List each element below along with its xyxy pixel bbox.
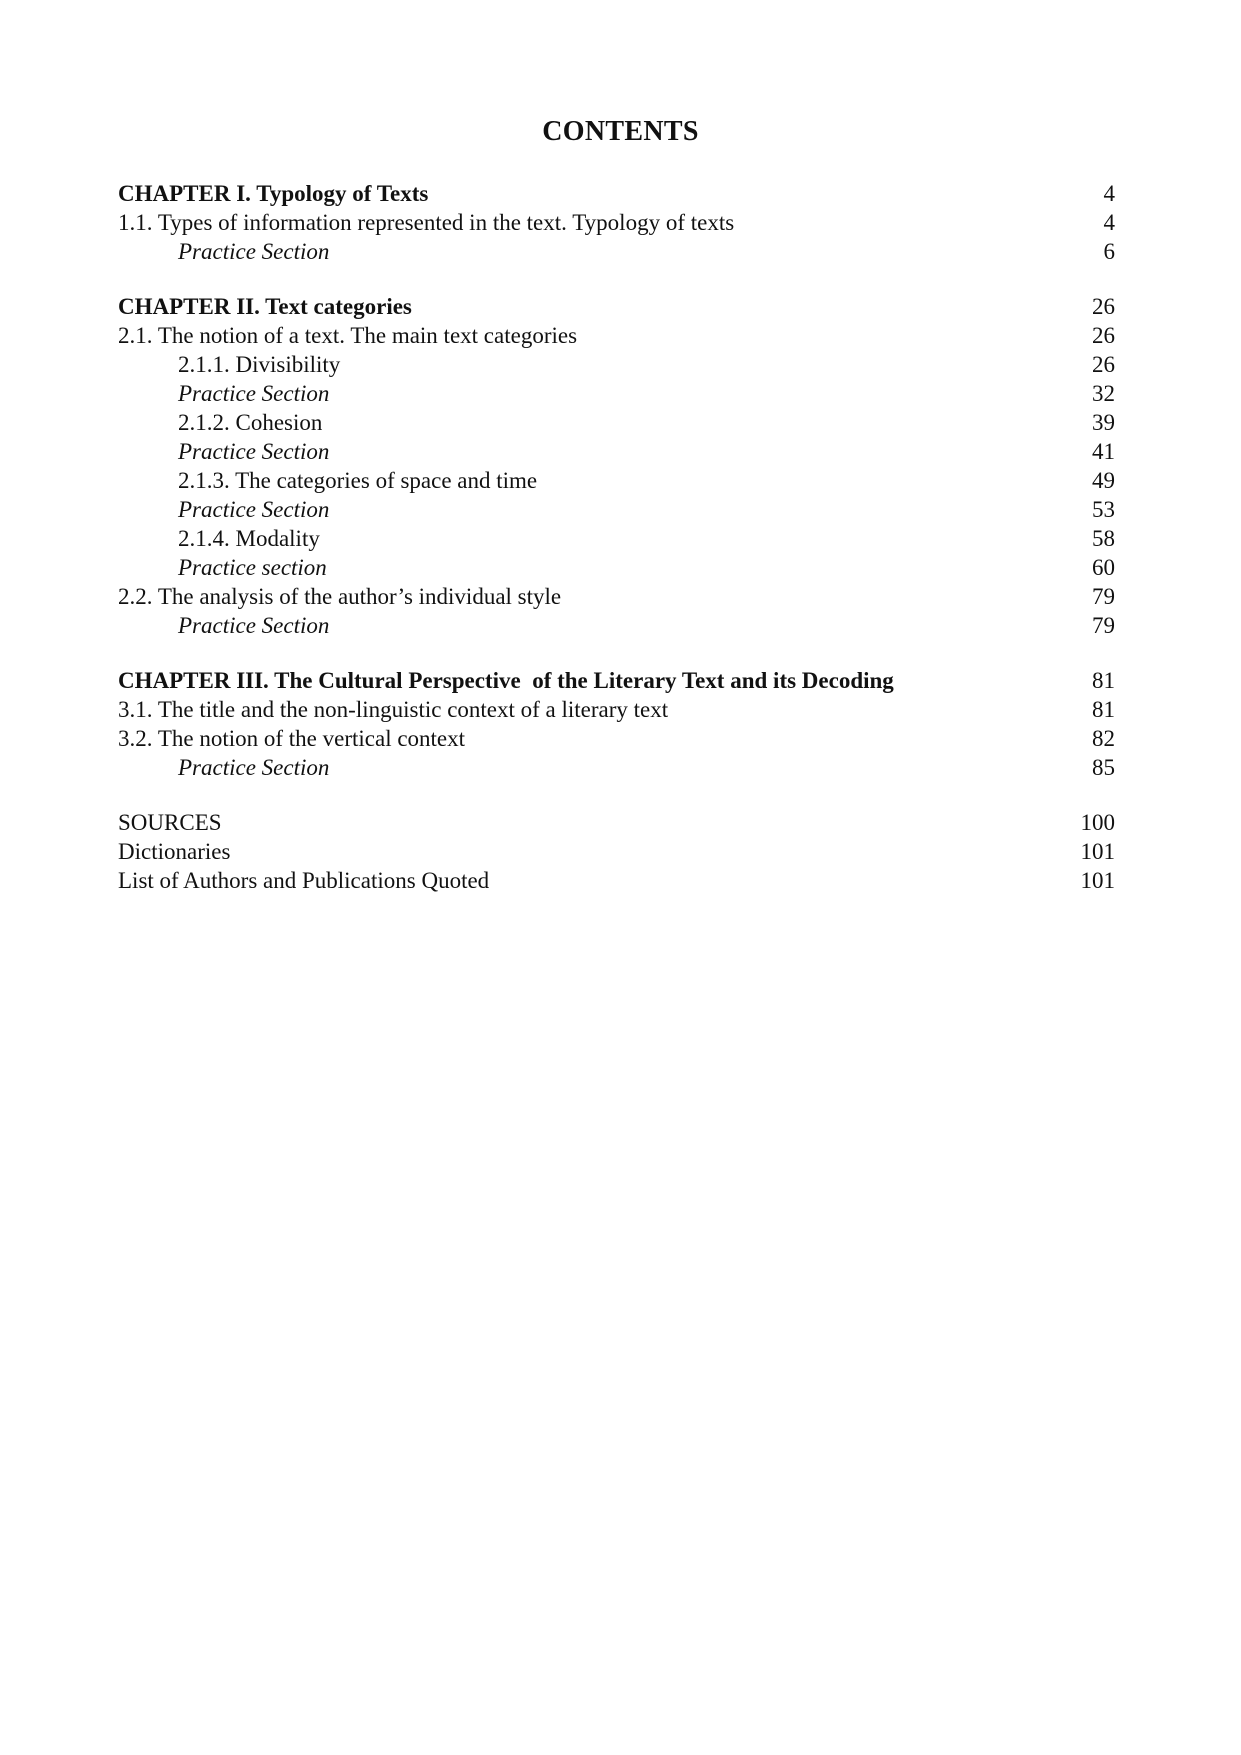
toc-entry-label: List of Authors and Publications Quoted	[118, 868, 490, 893]
toc-entry-label: Practice Section	[178, 497, 330, 522]
toc-entry-label: 3.1. The title and the non-linguistic context of a literary text	[118, 697, 669, 722]
toc-entry-label: Practice Section	[178, 381, 330, 406]
toc-group-chapter-2	[118, 292, 1115, 640]
toc-entry-practice[interactable]	[118, 437, 1115, 466]
toc-entry-label: CHAPTER I. Typology of Texts	[118, 181, 429, 206]
toc-entry-label: Practice Section	[178, 755, 330, 780]
toc-entry-section[interactable]	[118, 321, 1115, 350]
toc-entry-page: 6	[1103, 239, 1115, 264]
table-of-contents	[118, 179, 1115, 921]
toc-entry-page: 26	[1092, 294, 1115, 319]
toc-entry-subsection[interactable]	[118, 524, 1115, 553]
toc-entry-page: 58	[1092, 526, 1115, 551]
toc-entry-subsection[interactable]	[118, 350, 1115, 379]
toc-entry-page: 81	[1092, 668, 1115, 693]
toc-entry-section[interactable]	[118, 695, 1115, 724]
toc-entry-page: 26	[1092, 352, 1115, 377]
toc-entry-label: 2.1. The notion of a text. The main text categories	[118, 323, 578, 348]
toc-entry-subsection[interactable]	[118, 466, 1115, 495]
toc-entry-label: SOURCES	[118, 810, 222, 835]
toc-entry-section[interactable]	[118, 724, 1115, 753]
toc-entry-practice[interactable]	[118, 753, 1115, 782]
toc-entry-page: 101	[1080, 839, 1115, 864]
toc-group-chapter-1	[118, 179, 1115, 266]
toc-entry-label: Practice Section	[178, 613, 330, 638]
toc-entry-label: CHAPTER II. Text categories	[118, 294, 412, 319]
toc-entry-label: 2.2. The analysis of the author’s individual style	[118, 584, 562, 609]
toc-group-back-matter	[118, 808, 1115, 895]
toc-entry-practice[interactable]	[118, 237, 1115, 266]
toc-entry-page: 32	[1092, 381, 1115, 406]
toc-entry-authors-list[interactable]	[118, 866, 1115, 895]
toc-entry-sources[interactable]	[118, 808, 1115, 837]
toc-entry-page: 79	[1092, 584, 1115, 609]
toc-entry-label: 2.1.1. Divisibility	[178, 352, 341, 377]
toc-entry-section[interactable]	[118, 582, 1115, 611]
toc-entry-page: 26	[1092, 323, 1115, 348]
toc-entry-page: 85	[1092, 755, 1115, 780]
toc-entry-page: 49	[1092, 468, 1115, 493]
toc-entry-page: 60	[1092, 555, 1115, 580]
toc-entry-page: 82	[1092, 726, 1115, 751]
toc-entry-page: 100	[1080, 810, 1115, 835]
toc-group-chapter-3	[118, 666, 1115, 782]
toc-entry-label: Practice section	[178, 555, 327, 580]
toc-entry-label: Practice Section	[178, 439, 330, 464]
toc-entry-page: 79	[1092, 613, 1115, 638]
toc-entry-practice[interactable]	[118, 611, 1115, 640]
toc-entry-page: 39	[1092, 410, 1115, 435]
toc-entry-label: 1.1. Types of information represented in the text. Typology of texts	[118, 210, 735, 235]
toc-entry-chapter-heading[interactable]	[118, 666, 1115, 695]
toc-entry-chapter-heading[interactable]	[118, 292, 1115, 321]
toc-entry-subsection[interactable]	[118, 408, 1115, 437]
toc-entry-dictionaries[interactable]	[118, 837, 1115, 866]
toc-entry-label: 2.1.2. Cohesion	[178, 410, 323, 435]
toc-entry-page: 4	[1103, 210, 1115, 235]
toc-entry-label: 3.2. The notion of the vertical context	[118, 726, 466, 751]
toc-entry-section[interactable]	[118, 208, 1115, 237]
toc-entry-label: Dictionaries	[118, 839, 231, 864]
toc-entry-page: 4	[1103, 181, 1115, 206]
toc-entry-page: 81	[1092, 697, 1115, 722]
toc-entry-page: 53	[1092, 497, 1115, 522]
toc-entry-chapter-heading[interactable]	[118, 179, 1115, 208]
toc-entry-page: 101	[1080, 868, 1115, 893]
page-title: CONTENTS	[542, 116, 699, 147]
toc-entry-label: 2.1.4. Modality	[178, 526, 320, 551]
toc-entry-label: Practice Section	[178, 239, 330, 264]
toc-entry-label: 2.1.3. The categories of space and time	[178, 468, 538, 493]
toc-entry-label: CHAPTER III. The Cultural Perspective of the Literary Text and its Decoding	[118, 668, 894, 693]
toc-entry-practice[interactable]	[118, 379, 1115, 408]
toc-entry-page: 41	[1092, 439, 1115, 464]
toc-entry-practice[interactable]	[118, 553, 1115, 582]
toc-entry-practice[interactable]	[118, 495, 1115, 524]
